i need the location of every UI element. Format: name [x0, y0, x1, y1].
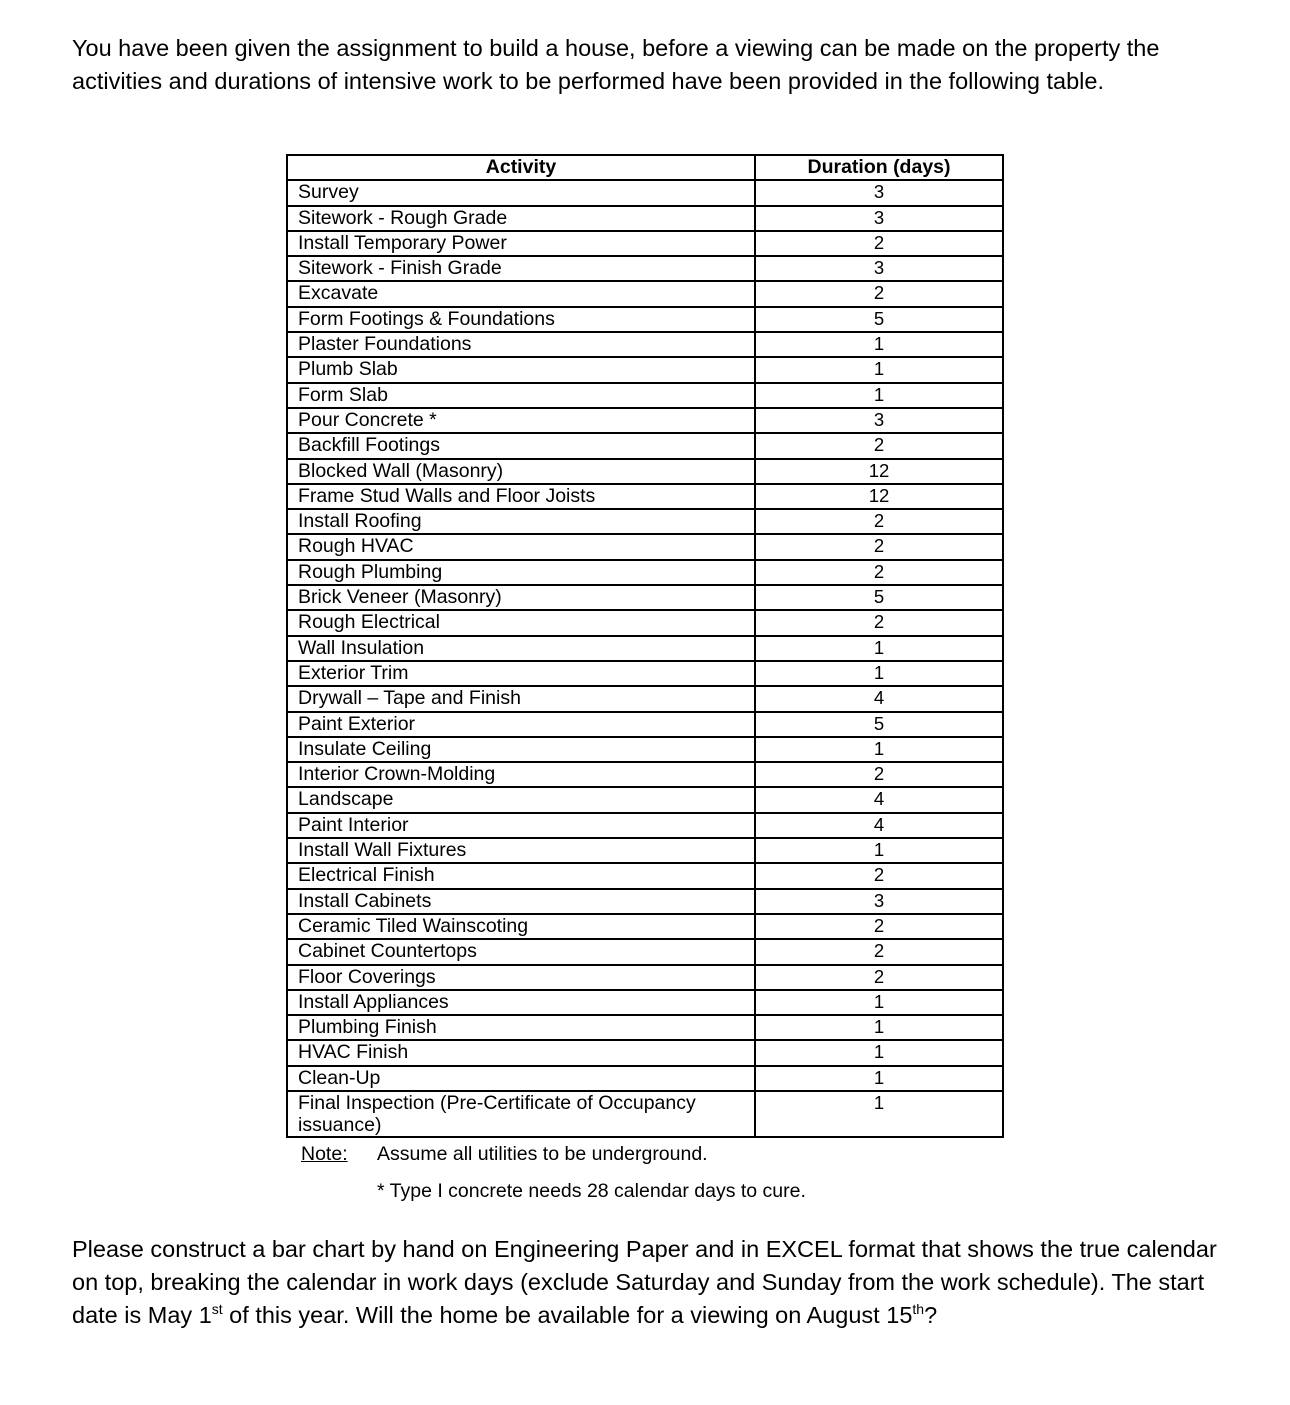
activity-cell: Rough HVAC	[287, 534, 755, 559]
duration-cell: 2	[755, 433, 1003, 458]
table-row	[287, 484, 1003, 509]
duration-cell: 5	[755, 712, 1003, 737]
duration-cell: 4	[755, 813, 1003, 838]
activity-cell: Survey	[287, 180, 755, 205]
duration-cell: 1	[755, 383, 1003, 408]
duration-cell: 2	[755, 939, 1003, 964]
activity-cell: Cabinet Countertops	[287, 939, 755, 964]
activity-cell: Clean-Up	[287, 1066, 755, 1091]
duration-cell: 1	[755, 332, 1003, 357]
table-row	[287, 965, 1003, 990]
table-row	[287, 459, 1003, 484]
outro-paragraph	[72, 1233, 1242, 1332]
table-row	[287, 231, 1003, 256]
duration-column-header: Duration (days)	[755, 155, 1003, 180]
table-row	[287, 1015, 1003, 1040]
duration-cell: 3	[755, 180, 1003, 205]
note-utilities: Assume all utilities to be underground.	[377, 1143, 708, 1165]
activity-cell: Install Cabinets	[287, 889, 755, 914]
table-row	[287, 661, 1003, 686]
duration-cell: 1	[755, 838, 1003, 863]
activity-cell: Paint Exterior	[287, 712, 755, 737]
duration-cell: 4	[755, 686, 1003, 711]
activity-cell: Drywall – Tape and Finish	[287, 686, 755, 711]
table-row	[287, 256, 1003, 281]
outro-text-3: ?	[924, 1302, 938, 1328]
activity-cell: Rough Plumbing	[287, 560, 755, 585]
table-row	[287, 838, 1003, 863]
activity-cell: Sitework - Rough Grade	[287, 206, 755, 231]
table-row	[287, 332, 1003, 357]
duration-cell: 1	[755, 661, 1003, 686]
table-row	[287, 939, 1003, 964]
table-row	[287, 281, 1003, 306]
activity-cell: Install Appliances	[287, 990, 755, 1015]
activity-cell: Form Footings & Foundations	[287, 307, 755, 332]
table-row	[287, 585, 1003, 610]
duration-cell: 1	[755, 636, 1003, 661]
table-row	[287, 686, 1003, 711]
activity-cell: Interior Crown-Molding	[287, 762, 755, 787]
activity-cell: Install Wall Fixtures	[287, 838, 755, 863]
duration-cell: 3	[755, 408, 1003, 433]
activity-cell: Brick Veneer (Masonry)	[287, 585, 755, 610]
table-row	[287, 737, 1003, 762]
activity-cell: Install Roofing	[287, 509, 755, 534]
activity-cell: Sitework - Finish Grade	[287, 256, 755, 281]
table-row	[287, 636, 1003, 661]
duration-cell: 2	[755, 281, 1003, 306]
activity-cell: HVAC Finish	[287, 1040, 755, 1065]
duration-cell: 1	[755, 990, 1003, 1015]
ordinal-st: st	[211, 1301, 223, 1317]
duration-cell: 1	[755, 1015, 1003, 1040]
activity-duration-table	[286, 154, 1004, 1138]
activity-column-header: Activity	[287, 155, 755, 180]
activity-cell: Final Inspection (Pre-Certificate of Occupancy issuance)	[287, 1091, 755, 1137]
table-row	[287, 990, 1003, 1015]
duration-cell: 12	[755, 459, 1003, 484]
activity-cell: Plumb Slab	[287, 357, 755, 382]
table-row	[287, 206, 1003, 231]
activity-cell: Paint Interior	[287, 813, 755, 838]
table-row	[287, 889, 1003, 914]
intro-paragraph: You have been given the assignment to build a house, before a viewing can be made on the property the activities and durations of intensive work to be performed have been provided in the following table.	[72, 35, 1160, 94]
duration-cell: 2	[755, 610, 1003, 635]
table-row	[287, 787, 1003, 812]
duration-cell: 2	[755, 965, 1003, 990]
duration-cell: 2	[755, 509, 1003, 534]
table-row	[287, 560, 1003, 585]
table-row	[287, 307, 1003, 332]
table-row	[287, 180, 1003, 205]
note-label: Note:	[301, 1143, 348, 1165]
activity-cell: Install Temporary Power	[287, 231, 755, 256]
activity-cell: Plaster Foundations	[287, 332, 755, 357]
duration-cell: 5	[755, 307, 1003, 332]
duration-cell: 2	[755, 863, 1003, 888]
table-row	[287, 509, 1003, 534]
table-row	[287, 914, 1003, 939]
table-row	[287, 383, 1003, 408]
activity-cell: Pour Concrete *	[287, 408, 755, 433]
ordinal-th: th	[912, 1301, 925, 1317]
duration-cell: 2	[755, 231, 1003, 256]
duration-cell: 3	[755, 206, 1003, 231]
table-row	[287, 610, 1003, 635]
table-row	[287, 433, 1003, 458]
duration-cell: 12	[755, 484, 1003, 509]
table-body	[287, 180, 1003, 1137]
activity-cell: Wall Insulation	[287, 636, 755, 661]
activity-cell: Insulate Ceiling	[287, 737, 755, 762]
activity-cell: Landscape	[287, 787, 755, 812]
table-row	[287, 534, 1003, 559]
table-row	[287, 1040, 1003, 1065]
duration-cell: 1	[755, 737, 1003, 762]
note-line-2: * Type I concrete needs 28 calendar days to cure.	[377, 1180, 806, 1202]
outro-text-2: of this year. Will the home be available for a viewing on August 15	[222, 1302, 913, 1328]
table-row	[287, 712, 1003, 737]
activity-cell: Floor Coverings	[287, 965, 755, 990]
table-row	[287, 863, 1003, 888]
note-line-1	[301, 1142, 708, 1166]
duration-cell: 5	[755, 585, 1003, 610]
duration-cell: 1	[755, 1066, 1003, 1091]
table-row	[287, 813, 1003, 838]
activity-cell: Exterior Trim	[287, 661, 755, 686]
activity-cell: Blocked Wall (Masonry)	[287, 459, 755, 484]
duration-cell: 2	[755, 762, 1003, 787]
activity-cell: Backfill Footings	[287, 433, 755, 458]
duration-cell: 1	[755, 1040, 1003, 1065]
activity-cell: Frame Stud Walls and Floor Joists	[287, 484, 755, 509]
activity-table-container	[286, 154, 1004, 1138]
duration-cell: 1	[755, 357, 1003, 382]
activity-cell: Form Slab	[287, 383, 755, 408]
duration-cell: 4	[755, 787, 1003, 812]
activity-cell: Excavate	[287, 281, 755, 306]
duration-cell: 2	[755, 914, 1003, 939]
activity-cell: Electrical Finish	[287, 863, 755, 888]
duration-cell: 1	[755, 1091, 1003, 1137]
table-header-row	[287, 155, 1003, 180]
duration-cell: 2	[755, 560, 1003, 585]
table-row	[287, 408, 1003, 433]
outro-text-1: Please construct a bar chart by hand on Engineering Paper and in EXCEL format that shows the true calendar on top, breaking the calendar in work days (exclude Saturday and Sunday from the work schedule). The start date is May 1	[72, 1236, 1217, 1328]
duration-cell: 3	[755, 256, 1003, 281]
activity-cell: Ceramic Tiled Wainscoting	[287, 914, 755, 939]
table-row	[287, 1066, 1003, 1091]
table-row	[287, 762, 1003, 787]
table-row	[287, 357, 1003, 382]
duration-cell: 2	[755, 534, 1003, 559]
activity-cell: Plumbing Finish	[287, 1015, 755, 1040]
activity-cell: Rough Electrical	[287, 610, 755, 635]
table-row	[287, 1091, 1003, 1137]
duration-cell: 3	[755, 889, 1003, 914]
